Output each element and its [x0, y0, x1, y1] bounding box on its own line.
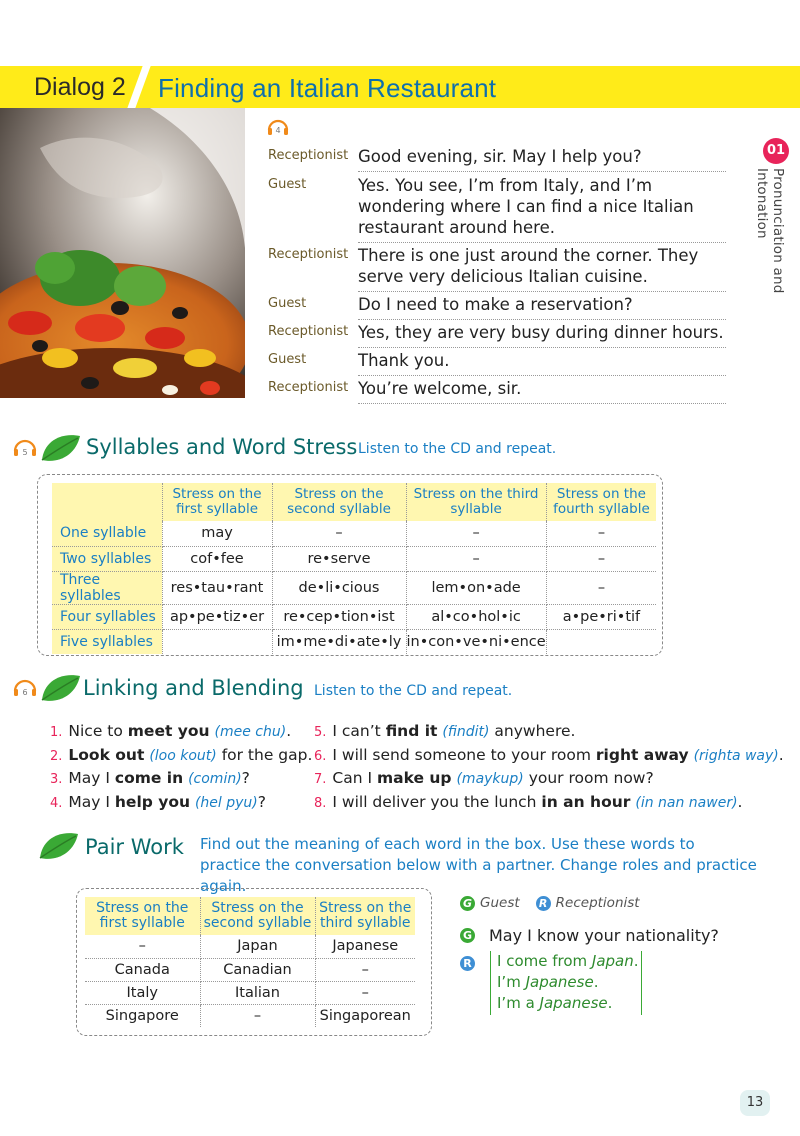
speaker-label: Receptionist — [268, 380, 349, 395]
table-cell: im•me•di•ate•ly — [272, 629, 406, 654]
table-cell: – — [406, 546, 546, 571]
section-icons — [12, 432, 82, 464]
side-tab-label: Pronunciation and Intonation — [754, 168, 786, 294]
speaker-label: Guest — [268, 296, 307, 311]
table-cell: – — [315, 958, 415, 981]
dialog-label: Dialog 2 — [34, 73, 126, 101]
table-cell — [546, 629, 656, 654]
track-number: 5 — [22, 448, 28, 457]
header-cell: Stress on the second syllable — [200, 897, 315, 935]
pizza-photo — [0, 108, 245, 398]
list-item: 2. Look out (loo kout) for the gap. — [50, 746, 313, 764]
table-cell: Canada — [85, 958, 200, 981]
stress-table — [52, 483, 656, 654]
header-cell: Stress on the third syllable — [406, 483, 546, 521]
dialog-text: Good evening, sir. May I help you? — [358, 146, 726, 172]
table-cell: cof•fee — [162, 546, 272, 571]
leaf-icon — [40, 672, 82, 704]
speaker-label: Guest — [268, 177, 307, 192]
table-cell: res•tau•rant — [162, 571, 272, 604]
table-row — [85, 981, 415, 1004]
table-cell: lem•on•ade — [406, 571, 546, 604]
guest-line — [460, 926, 719, 945]
table-row — [85, 935, 415, 958]
table-cell: – — [546, 546, 656, 571]
row-label: One syllable — [52, 521, 162, 546]
table-row — [52, 629, 656, 654]
section-title: Linking and Blending — [83, 676, 304, 700]
table-cell: in•con•ve•ni•ence — [406, 629, 546, 654]
dialog-text: You’re welcome, sir. — [358, 378, 726, 404]
table-cell: Japanese — [315, 935, 415, 958]
headphone-icon[interactable] — [12, 676, 40, 700]
answer-option: I come from Japan. — [497, 952, 639, 970]
table-header-row — [85, 897, 415, 935]
section-title: Syllables and Word Stress — [86, 435, 358, 459]
section-icons — [38, 830, 80, 862]
table-cell: – — [546, 571, 656, 604]
header-cell — [52, 483, 162, 521]
table-cell: Singaporean — [319, 1007, 411, 1024]
table-cell: may — [162, 521, 272, 546]
list-item: 4. May I help you (hel pyu)? — [50, 793, 266, 811]
table-cell — [162, 629, 272, 654]
table-cell: Canadian — [200, 958, 315, 981]
dialog-text: Thank you. — [358, 350, 726, 376]
dialog-text: Yes. You see, I’m from Italy, and I’m wondering where I can find a nice Italian restaurant around here. — [358, 175, 726, 243]
table-cell: re•serve — [272, 546, 406, 571]
table-cell: – — [406, 521, 546, 546]
row-label: Three syllables — [52, 571, 162, 604]
guest-badge: G — [460, 928, 475, 943]
header-cell: Stress on the second syllable — [272, 483, 406, 521]
table-cell: re•cep•tion•ist — [272, 604, 406, 629]
section-instruction: Listen to the CD and repeat. — [314, 683, 513, 699]
table-cell: Japan — [200, 935, 315, 958]
answer-option: I’m a Japanese. — [497, 994, 613, 1012]
header-cell: Stress on the third syllable — [315, 897, 415, 935]
headphone-icon[interactable] — [12, 436, 40, 460]
table-row — [85, 958, 415, 981]
guest-badge: G — [460, 896, 475, 911]
dialog-text: There is one just around the corner. They serve very delicious Italian cuisine. — [358, 245, 726, 292]
table-cell: Italy — [85, 981, 200, 1004]
row-label: Four syllables — [52, 604, 162, 629]
list-item: 3. May I come in (comin)? — [50, 769, 250, 787]
section-instruction: Find out the meaning of each word in the box. Use these words to practice the conversation below with a partner. Change roles and practice again. — [200, 835, 757, 895]
leaf-icon — [40, 432, 82, 464]
table-cell: – — [272, 521, 406, 546]
table-cell: – — [546, 521, 656, 546]
unit-badge: 01 — [763, 138, 789, 164]
list-item: 1. Nice to meet you (mee chu). — [50, 722, 292, 740]
header-cell: Stress on the first syllable — [85, 897, 200, 935]
table-cell: – — [85, 935, 200, 958]
row-label: Two syllables — [52, 546, 162, 571]
page-number: 13 — [740, 1090, 770, 1116]
table-cell: – — [200, 1004, 315, 1027]
role-legend — [460, 895, 640, 911]
legend-receptionist: Receptionist — [555, 895, 640, 911]
table-row — [52, 604, 656, 629]
receptionist-badge: R — [536, 896, 551, 911]
section-instruction: Listen to the CD and repeat. — [358, 441, 557, 457]
list-item: 6. I will send someone to your room right away (righta way). — [314, 746, 784, 764]
table-cell: a•pe•ri•tif — [546, 604, 656, 629]
legend-guest: Guest — [480, 895, 520, 911]
headphone-icon[interactable] — [266, 116, 290, 136]
dialog-text: Do I need to make a reservation? — [358, 294, 726, 320]
table-row — [52, 521, 656, 546]
table-row — [52, 546, 656, 571]
table-cell: ap•pe•tiz•er — [162, 604, 272, 629]
speaker-label: Guest — [268, 352, 307, 367]
speaker-label: Receptionist — [268, 148, 349, 163]
track-number: 6 — [22, 688, 28, 697]
nationality-table — [85, 897, 415, 1027]
dialog-title: Finding an Italian Restaurant — [158, 73, 497, 103]
dialog-text: Yes, they are very busy during dinner hours. — [358, 322, 726, 348]
section-icons — [12, 672, 82, 704]
table-cell: Singapore — [85, 1004, 200, 1027]
answer-option: I’m Japanese. — [497, 973, 599, 991]
list-item: 7. Can I make up (maykup) your room now? — [314, 769, 654, 787]
header-cell: Stress on the first syllable — [162, 483, 272, 521]
speaker-label: Receptionist — [268, 324, 349, 339]
table-cell: al•co•hol•ic — [406, 604, 546, 629]
table-cell: de•li•cious — [272, 571, 406, 604]
table-row — [85, 1004, 415, 1027]
answer-options — [490, 951, 642, 1015]
section-title: Pair Work — [85, 835, 184, 859]
speaker-label: Receptionist — [268, 247, 349, 262]
table-cell: Italian — [200, 981, 315, 1004]
list-item: 8. I will deliver you the lunch in an hour (in nan nawer). — [314, 793, 743, 811]
table-header-row — [52, 483, 656, 521]
table-cell: – — [315, 981, 415, 1004]
question-text: May I know your nationality? — [489, 926, 719, 945]
leaf-icon — [38, 830, 80, 862]
row-label: Five syllables — [52, 629, 162, 654]
header-cell: Stress on the fourth syllable — [546, 483, 656, 521]
list-item: 5. I can’t find it (findit) anywhere. — [314, 722, 576, 740]
receptionist-badge: R — [460, 956, 475, 971]
table-row — [52, 571, 656, 604]
track-number: 4 — [275, 126, 281, 135]
